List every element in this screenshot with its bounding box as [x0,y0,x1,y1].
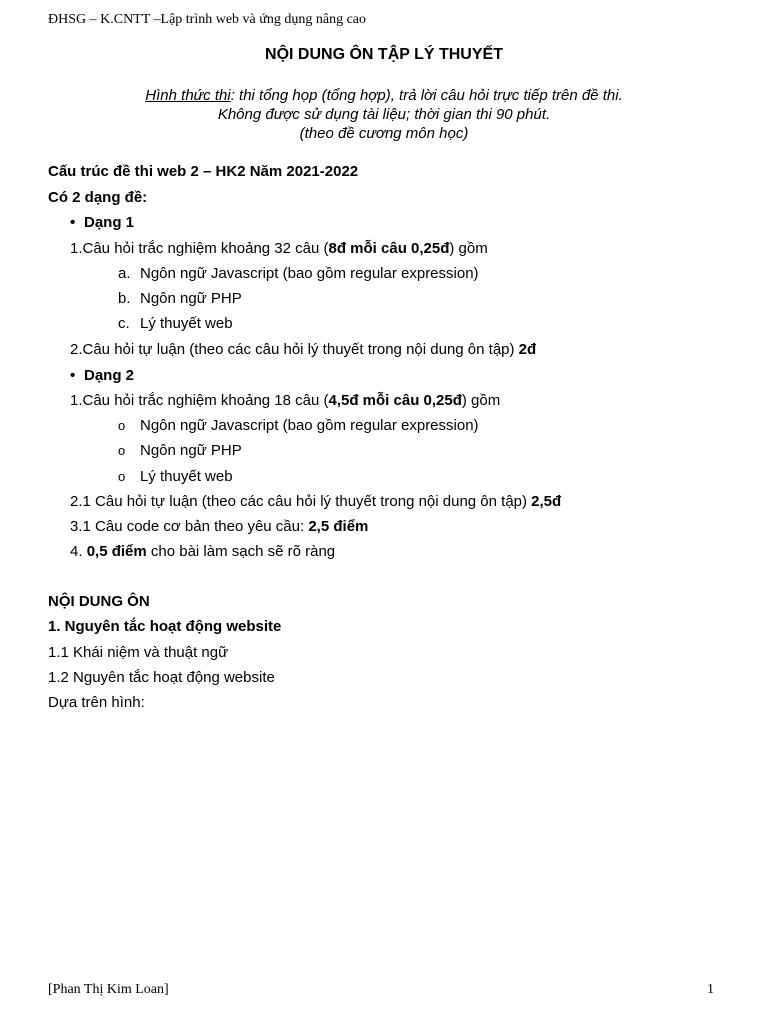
exam-form-label: Hình thức thi [145,87,231,104]
bullet-dot-icon: • [70,367,76,384]
type2-q31-text: 3.1 Câu code cơ bản theo yêu cầu: [70,518,309,535]
list-marker: c. [118,315,130,332]
list-marker: o [118,443,126,458]
type1-label: Dạng 1 [84,214,135,231]
type1-q2-score: 2đ [518,341,537,358]
document-title: NỘI DUNG ÔN TẬP LÝ THUYẾT [265,46,503,63]
type1-q2-text: 2.Câu hỏi tự luận (theo các câu hỏi lý thuyết trong nội dung ôn tập) [70,341,519,358]
list-marker: b. [118,290,131,307]
list-item-text: Lý thuyết web [140,315,233,332]
list-item-text: Ngôn ngữ Javascript (bao gồm regular expression) [140,265,479,282]
type2-label: Dạng 2 [84,367,135,384]
type2-q4-prefix: 4. [70,543,87,560]
list-marker: o [118,469,126,484]
section-1-1: 1.1 Khái niệm và thuật ngữ [48,644,229,661]
page-number: 1 [707,982,714,997]
structure-heading: Cấu trúc đề thi web 2 – HK2 Năm 2021-2022 [48,163,359,180]
list-marker: a. [118,265,131,282]
section-1-heading: 1. Nguyên tắc hoạt động website [48,618,282,635]
type2-q1-score: 4,5đ mỗi câu 0,25đ [328,392,462,409]
content-heading: NỘI DUNG ÔN [48,593,150,610]
types-heading: Có 2 dạng đề: [48,189,148,206]
running-header: ĐHSG – K.CNTT –Lập trình web và ứng dụng nâng cao [48,12,367,27]
type2-question4 [70,543,335,561]
type1-sub-item [118,315,233,333]
type2-label-line [70,367,134,385]
type2-q4-suffix: cho bài làm sạch sẽ rõ ràng [146,543,336,560]
type1-q1-score: 8đ mỗi câu 0,25đ [328,240,450,257]
footer-author: [Phan Thị Kim Loan] [48,982,169,997]
based-on-figure: Dựa trên hình: [48,694,145,711]
type2-sub-item [118,417,479,435]
type2-question31 [70,518,368,536]
type2-q4-score: 0,5 điểm [86,543,147,560]
type1-question2 [70,341,536,359]
list-item-text: Ngôn ngữ PHP [140,290,242,307]
list-item-text: Ngôn ngữ Javascript (bao gồm regular expression) [140,417,479,434]
type1-q1-prefix: 1.Câu hỏi trắc nghiệm khoảng 32 câu ( [70,240,329,257]
list-marker: o [118,418,126,433]
type2-q21-text: 2.1 Câu hỏi tự luận (theo các câu hỏi lý thuyết trong nội dung ôn tập) [70,493,532,510]
type2-sub-item [118,468,233,486]
bullet-dot-icon: • [70,214,76,231]
type2-question1 [70,392,500,410]
section-1-2: 1.2 Nguyên tắc hoạt động website [48,669,275,686]
type2-q31-score: 2,5 điểm [308,518,369,535]
exam-form-text: : thi tổng họp (tổng hợp), trả lời câu hỏi trực tiếp trên đề thi. [230,87,623,104]
type2-q1-suffix: ) gồm [461,392,501,409]
type2-sub-item [118,442,242,460]
exam-form-line [0,87,768,105]
type1-label-line [70,214,134,232]
type2-q21-score: 2,5đ [531,493,562,510]
exam-syllabus-line: (theo đề cương môn học) [299,125,469,142]
type2-q1-prefix: 1.Câu hỏi trắc nghiệm khoảng 18 câu ( [70,392,329,409]
list-item-text: Lý thuyết web [140,468,233,485]
list-item-text: Ngôn ngữ PHP [140,442,242,459]
exam-rules-line: Không được sử dụng tài liệu; thời gian thi 90 phút. [217,106,551,123]
type1-q1-suffix: ) gồm [449,240,488,257]
type1-sub-item [118,290,242,308]
type2-question21 [70,493,561,511]
type1-sub-item [118,265,479,283]
type1-question1 [70,240,488,258]
